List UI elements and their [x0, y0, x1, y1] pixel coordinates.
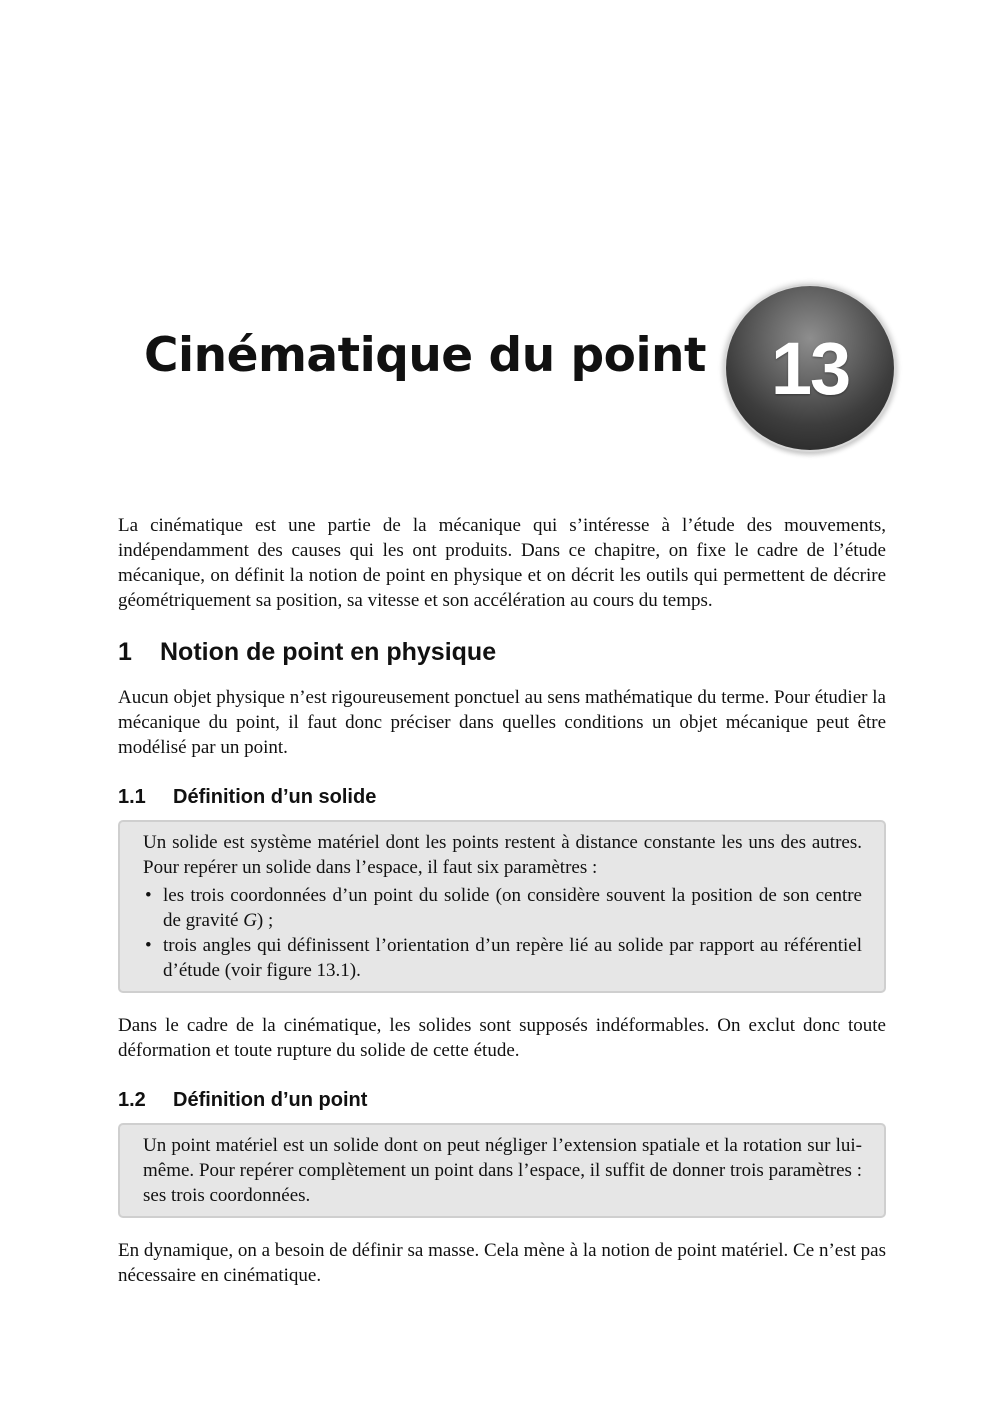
list-item	[143, 933, 862, 983]
chapter-number: 13	[770, 326, 850, 410]
subsection-number: 1.2	[118, 1089, 146, 1111]
subsection-title: Définition d’un point	[173, 1089, 368, 1111]
subsection-heading-1-1	[118, 784, 886, 810]
definition-box-point	[118, 1123, 886, 1218]
definition-text: Un point matériel est un solide dont on peut négliger l’extension spatiale et la rotation sur lui-même. Pour repérer complètement un point dans l’espace, il suffit de donner trois paramètres : ses trois coordonnées.	[143, 1135, 862, 1206]
math-variable: G	[243, 910, 257, 931]
subsection-title: Définition d’un solide	[173, 786, 377, 808]
section-1-paragraph: Aucun objet physique n’est rigoureusement ponctuel au sens mathématique du terme. Pour étudier la mécanique du point, il faut donc préciser dans quelles conditions un objet mécanique peut être modélisé par un point.	[118, 687, 886, 758]
list-item-text: trois angles qui définissent l’orientation d’un repère lié au solide par rapport au référentiel d’étude (voir figure 13.1).	[163, 935, 862, 981]
list-item	[143, 883, 862, 933]
section-title: Notion de point en physique	[160, 638, 497, 666]
chapter-title: Cinématique du point	[144, 328, 706, 383]
subsection-1-1-after-paragraph: Dans le cadre de la cinématique, les solides sont supposés indéformables. On exclut donc toute déformation et toute rupture du solide de cette étude.	[118, 1015, 886, 1061]
definition-text: Un solide est système matériel dont les points restent à distance constante les uns des autres. Pour repérer un solide dans l’espace, il faut six paramètres :	[143, 832, 862, 878]
definition-bullet-list	[143, 883, 862, 983]
definition-box-solide	[118, 820, 886, 993]
section-number: 1	[118, 638, 132, 666]
subsection-heading-1-2	[118, 1087, 886, 1113]
subsection-1-2-after-paragraph: En dynamique, on a besoin de définir sa masse. Cela mène à la notion de point matériel. Ce n’est pas nécessaire en cinématique.	[118, 1240, 886, 1286]
list-item-text: les trois coordonnées d’un point du solide (on considère souvent la position de son centre de gravité	[163, 885, 862, 931]
bullet-marker: •	[145, 885, 152, 906]
chapter-number-badge	[726, 286, 894, 450]
intro-paragraph: La cinématique est une partie de la mécanique qui s’intéresse à l’étude des mouvements, indépendamment des causes qui les ont produits. Dans ce chapitre, on fixe le cadre de l’étude mécanique, on définit la notion de point en physique et on décrit les outils qui permettent de décrire géométriquement sa position, sa vitesse et son accélération au cours du temps.	[118, 515, 886, 611]
section-heading-1	[118, 637, 886, 667]
list-item-text-end: ) ;	[256, 910, 274, 931]
page-content	[118, 513, 886, 1288]
subsection-number: 1.1	[118, 786, 146, 808]
bullet-marker: •	[145, 935, 152, 956]
